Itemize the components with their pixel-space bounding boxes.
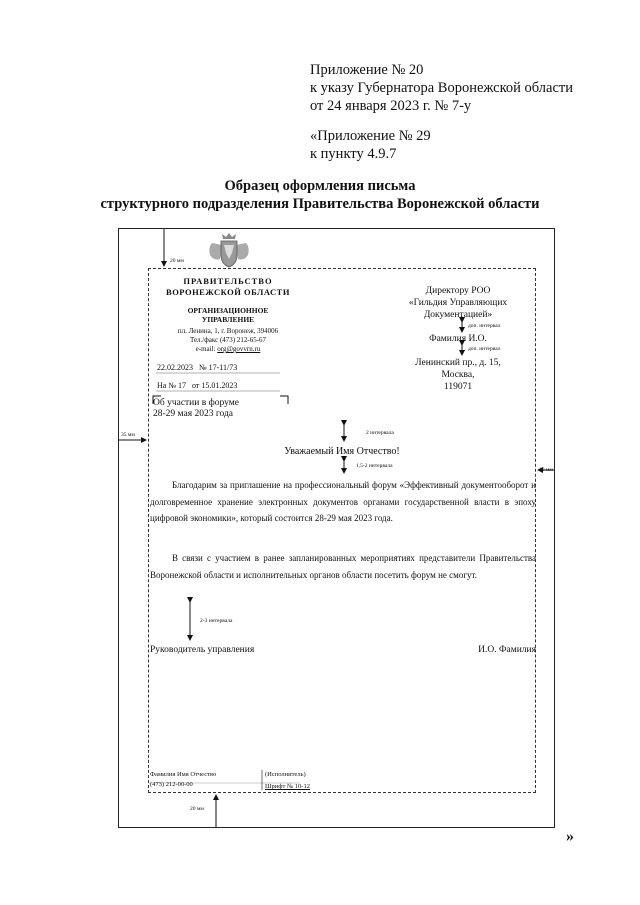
addressee-interval-label-1: доп. интервал [468,323,501,329]
interval-1-5-label: 1,5-2 интервала [356,463,393,469]
body-paragraph-1-text: Благодарим за приглашение на профессиональный форум «Эффективный документооборот и долговременное хранение электронных документов органами государственной власти в эпоху цифровой экономики», который состоится 28-29 мая 2023 года. [150,480,536,523]
executor-name: Фамилия Имя Отчество [150,771,217,778]
addressee-interval-label-2: доп. интервал [468,346,501,352]
addressee-line-2: «Гильдия Управляющих [408,298,508,308]
body-paragraph-2 [150,550,536,583]
letterhead-phone: Тел./факс (473) 212-65-67 [189,336,267,344]
letterhead-email-line [150,345,306,354]
registration-date: 22.02.2023 [157,363,193,372]
body-paragraph-1 [150,477,536,527]
annex-line-2: к указу Губернатора Воронежской области [310,80,573,96]
registration-line [157,363,237,373]
email-link[interactable]: org@govvrn.ru [217,345,261,353]
addressee-line-1: Директору РОО [425,286,491,296]
subject-corner-right [280,396,288,404]
annex-line-4: «Приложение № 29 [310,128,431,144]
addressee-line-3: Документацией» [423,310,493,320]
executor-note-2: Шрифт № 10-12 [265,783,310,790]
interval-2-label: 2 интервала [366,430,394,436]
reference-line [157,381,237,391]
dept-name-line-2: УПРАВЛЕНИЕ [201,315,255,324]
reference-date: от 15.01.2023 [191,381,238,390]
addressee-address-1: Ленинский пр., д. 15, [415,358,501,368]
subject-line-2: 28-29 мая 2023 года [153,409,234,419]
reference-number: На № 17 [157,381,186,390]
annex-line-3: от 24 января 2023 г. № 7-у [310,98,472,114]
letterhead-address: пл. Ленина, 1, г. Воронеж, 394006 [177,327,279,335]
gov-name-line-2: ВОРОНЕЖСКОЙ ОБЛАСТИ [166,287,290,297]
registration-number: № 17-11/73 [199,363,238,372]
annex-line-1: Приложение № 20 [310,62,424,78]
dept-name-line-1: ОРГАНИЗАЦИОННОЕ [187,306,269,315]
addressee-address-2: Москва, [441,370,475,380]
top-margin-label: 20 мм [170,258,184,264]
page-title-line-2: структурного подразделения Правительства Воронежской области [100,196,540,212]
signer-position: Руководитель управления [150,645,255,655]
body-paragraph-2-text: В связи с участием в ранее запланированных мероприятиях представители Правительства Воронежской области и исполнительных органов области посетить форум не смогут. [150,553,536,580]
annex-line-5: к пункту 4.9.7 [310,146,397,162]
executor-note-1: (Исполнитель) [265,771,306,778]
right-margin-label: 10 мм [539,467,553,473]
left-margin-label: 35 мм [121,432,135,438]
salutation: Уважаемый Имя Отчество! [284,446,400,457]
coat-of-arms-icon [204,231,254,269]
interval-2-3-label: 2-3 интервала [200,618,233,624]
executor-phone: (473) 212-00-00 [150,781,193,788]
page-title-line-1: Образец оформления письма [224,178,416,194]
addressee-address-3: 119071 [443,382,473,392]
signer-name: И.О. Фамилия [478,645,536,655]
bottom-margin-label: 20 мм [190,806,204,812]
gov-name-line-1: ПРАВИТЕЛЬСТВО [183,276,273,286]
closing-quote: » [566,828,574,845]
subject-line-1: Об участии в форуме [153,398,239,408]
email-label: e-mail: [195,345,218,353]
addressee-name: Фамилия И.О. [429,334,487,344]
